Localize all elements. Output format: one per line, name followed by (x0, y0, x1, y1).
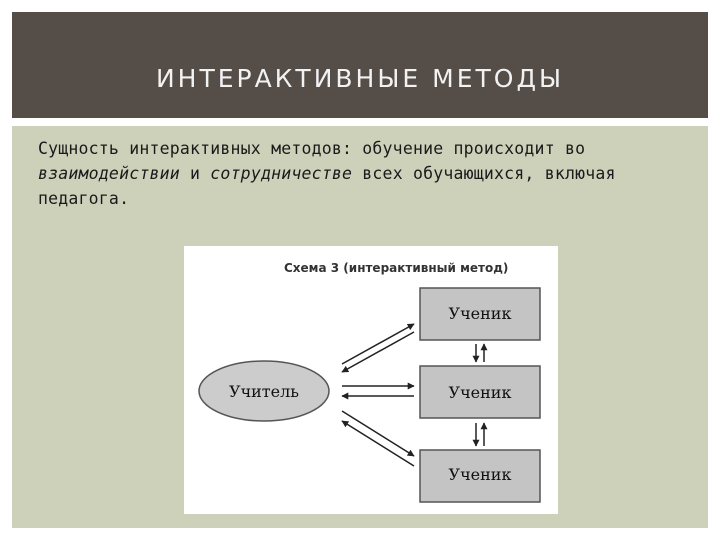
student-label-3: Ученик (448, 465, 512, 484)
student-label-1: Ученик (448, 304, 512, 323)
body-text-emphasis-2: сотрудничестве (210, 164, 353, 183)
title-bar (12, 12, 708, 118)
arrow-student-1-student-2 (476, 344, 484, 362)
teacher-label: Учитель (229, 382, 299, 401)
body-text-part-2: и (179, 164, 211, 183)
diagram-caption: Схема 3 (интерактивный метод) (284, 261, 509, 275)
slide-title: ИНТЕРАКТИВНЫЕ МЕТОДЫ (155, 64, 565, 93)
arrow-student-2-student-3 (476, 423, 484, 446)
arrow-teacher-student-3 (342, 411, 414, 466)
body-text-emphasis-1: взаимодействии (38, 164, 180, 183)
body-text-part-3: всех обучающихся, включая педагога. (38, 164, 616, 208)
body-text-part-1: Сущность интерактивных методов: обучение происходит во (38, 139, 586, 158)
body-text (38, 136, 698, 211)
student-label-2: Ученик (448, 383, 512, 402)
diagram-canvas (184, 246, 558, 514)
interaction-diagram (184, 246, 558, 514)
arrow-teacher-student-1 (342, 324, 414, 372)
arrow-teacher-student-2 (342, 386, 414, 396)
